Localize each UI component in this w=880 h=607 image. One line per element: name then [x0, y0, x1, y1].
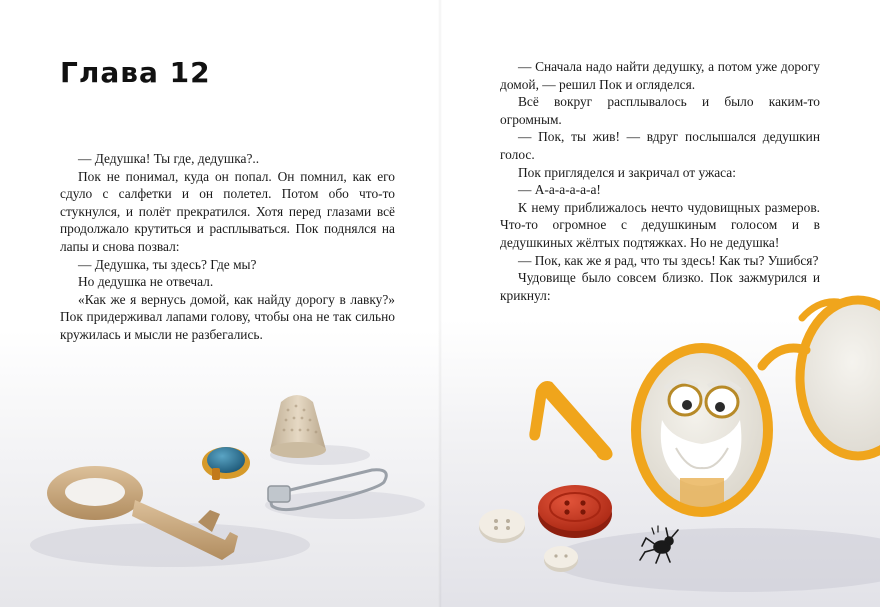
- red-button: [538, 485, 612, 538]
- right-page: [440, 0, 880, 607]
- left-page-text: [60, 150, 395, 344]
- paragraph: — Сначала надо найти дедушку, а потом уже дорогу домой, — решил Пок и огляделся.: [500, 59, 820, 92]
- paragraph: — А-а-а-а-а-а!: [518, 182, 601, 198]
- paragraph: Пок пригляделся и закричал от ужаса:: [518, 164, 736, 180]
- white-button: [479, 509, 525, 543]
- paragraph: К нему приближалось нечто чудовищных размеров. Что-то огромное с дедушкиным голосом и в дедушкиных жёлтых подтяжках. Но не дедушка!: [500, 199, 820, 250]
- paragraph: — Пок, ты жив! — вдруг послышался дедушкин голос.: [500, 129, 820, 162]
- paragraph: Но дедушка не отвечал.: [78, 274, 214, 290]
- small-button: [544, 546, 578, 572]
- paragraph: Чудовище было совсем близко. Пок зажмурился и крикнул:: [500, 270, 820, 303]
- paragraph: «Как же я вернусь домой, как найду дорогу в лавку?» Пок придерживал лапами голову, чтобы она не так сильно кружилась и мысли не разбегались.: [60, 291, 395, 342]
- paragraph: — Пок, как же я рад, что ты здесь! Как ты? Ушибся?: [518, 252, 819, 268]
- paragraph: Всё вокруг расплывалось и было каким-то огромным.: [500, 94, 820, 127]
- chapter-title: Глава 12: [60, 56, 211, 89]
- right-page-text: [500, 58, 820, 304]
- paragraph: — Дедушка! Ты где, дедушка?..: [78, 151, 260, 166]
- paragraph: Пок не понимал, куда он попал. Он помнил, как его сдуло с салфетки и он полетел. Потом обо что-то стукнулся, и полёт прекратился. Хотя перед глазами всё продолжало крутиться и расплываться. Пок поднялся на лапы и снова позвал:: [60, 168, 395, 254]
- book-gutter: [438, 0, 442, 607]
- paragraph: — Дедушка, ты здесь? Где мы?: [78, 256, 257, 272]
- glasses-left-lens: [636, 348, 768, 512]
